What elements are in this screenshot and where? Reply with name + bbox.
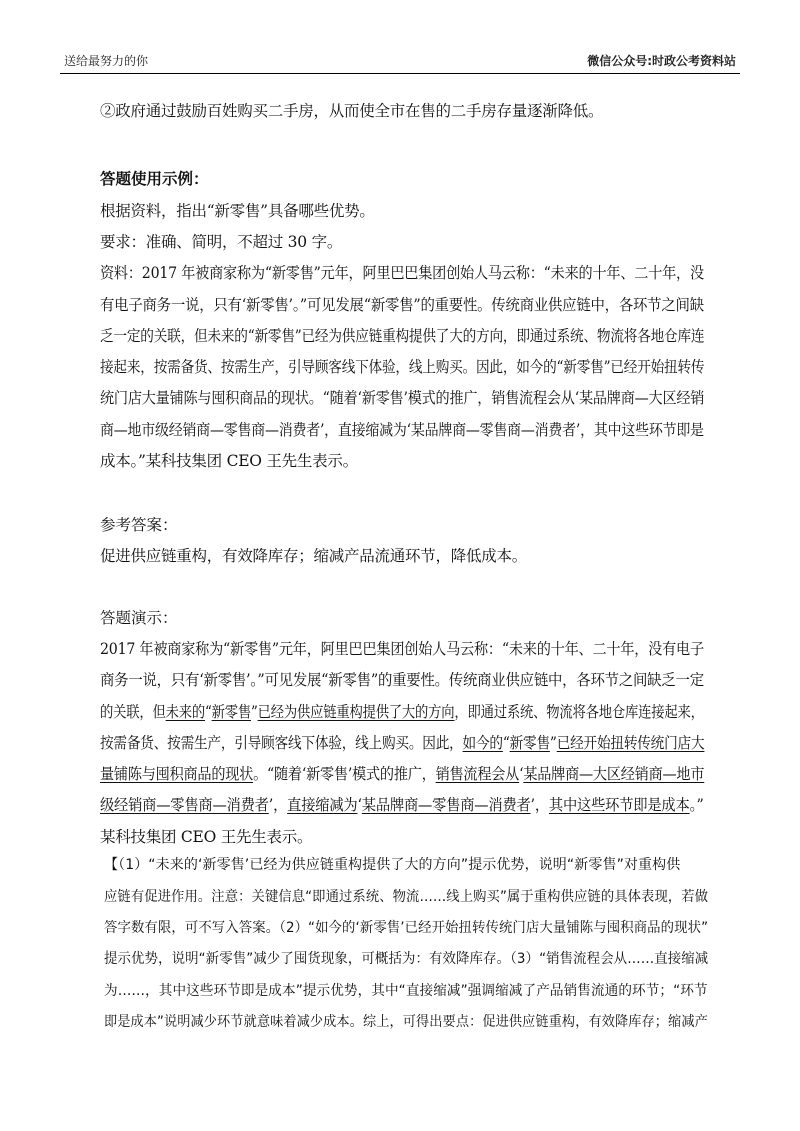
- underlined-text: 如今的: [462, 734, 503, 752]
- text-segment: ‘: [519, 765, 524, 783]
- material-line: 接起来，按需备货、按需生产，引导顾客线下体验，线上购买。因此，如今的“新零售”已经开始扭转传: [100, 358, 705, 376]
- demo-heading: 答题演示：: [100, 609, 178, 627]
- material-line: 商—地市级经销商—零售商—消费者’，直接缩减为‘某品牌商—零售商—消费者’，其中这些环节即是: [100, 421, 704, 439]
- demo-line: [100, 702, 704, 722]
- underlined-text: 未来的: [165, 703, 205, 721]
- intro-line: ②政府通过鼓励百姓购买二手房，从而使全市在售的二手房存量逐渐降低。: [100, 102, 604, 120]
- material-line: 统门店大量铺陈与囤积商品的现状。“随着‘新零售’模式的推广，销售流程会从‘某品牌商—大区经销: [100, 389, 705, 407]
- text-segment: ”: [549, 734, 557, 752]
- text-segment: 某科技集团 CEO 王先生表示。: [100, 828, 313, 846]
- text-segment: “: [204, 703, 212, 721]
- example-heading: 答题使用示例：: [100, 169, 209, 188]
- underlined-text: 直接缩减为: [287, 796, 358, 814]
- analysis-line: 答字数有限，可不写入答案。（2）“如今的‘新零售’已经开始扭转传统门店大量铺陈与囤积商品的现状”: [104, 920, 709, 936]
- underlined-text: 已经为供应链重构提供了大的方向: [257, 703, 455, 721]
- text-segment: 2017 年被商家称为“新零售”元年，阿里巴巴集团创始人马云称：“未来的十年、二十年，没有电子: [100, 640, 704, 658]
- analysis-line: 提示优势，说明“新零售”减少了囤货现象，可概括为：有效降库存。（3）“销售流程会从……直接缩减: [104, 951, 709, 967]
- header-divider: [60, 73, 740, 74]
- underlined-text: 其中这些环节即是成本: [548, 796, 690, 814]
- text-segment: 的关联，但: [100, 703, 166, 721]
- underlined-text: 级经销商—零售商—消费者: [100, 796, 269, 814]
- text-segment: ’，: [268, 796, 288, 814]
- material-line: 有电子商务一说，只有‘新零售’。”可见发展“新零售”的重要性。传统商业供应链中，各环节之间缺: [100, 296, 704, 314]
- text-segment: 。”: [689, 796, 704, 814]
- reference-answer: 促进供应链重构，有效降库存；缩减产品流通环节，降低成本。: [100, 547, 528, 565]
- text-segment: 。“随着‘新零售’模式的推广，: [253, 765, 436, 783]
- material-line: 乏一定的关联，但未来的“新零售”已经为供应链重构提供了大的方向，即通过系统、物流将各地仓库连: [100, 327, 705, 345]
- underlined-text: 已经开始扭转传统门店大: [556, 734, 705, 752]
- underlined-text: 新零售: [211, 703, 251, 721]
- header-right-text: 微信公众号:时政公考资料站: [587, 54, 736, 68]
- text-segment: ”: [250, 703, 258, 721]
- reference-heading: 参考答案：: [100, 516, 178, 534]
- text-segment: “: [502, 734, 510, 752]
- example-requirement: 要求：准确、简明，不超过 30 字。: [100, 233, 343, 251]
- demo-line: [100, 639, 704, 659]
- text-segment: ’，: [530, 796, 549, 814]
- analysis-line: 为……，其中这些环节即是成本”提示优势，其中“直接缩减”强调缩减了产品销售流通的环节；“环节: [104, 983, 708, 999]
- text-segment: 按需备货、按需生产，引导顾客线下体验，线上购买。因此，: [100, 734, 463, 752]
- underlined-text: 销售流程会从: [435, 765, 520, 783]
- demo-line: [100, 827, 312, 847]
- demo-line: [100, 670, 704, 690]
- example-question: 根据资料，指出“新零售”具备哪些优势。: [100, 202, 375, 220]
- underlined-text: 量铺陈与囤积商品的现状: [100, 765, 254, 783]
- analysis-line: 应链有促进作用。注意：关键信息“即通过系统、物流……线上购买”属于重构供应链的具体表现，若做: [104, 889, 709, 905]
- text-segment: ‘: [357, 796, 362, 814]
- underlined-text: 某品牌商—零售商—消费者: [361, 796, 531, 814]
- demo-line: [100, 733, 704, 753]
- demo-line: [100, 795, 704, 815]
- material-line: 成本。”某科技集团 CEO 王先生表示。: [100, 452, 358, 470]
- analysis-line: 即是成本”说明减少环节就意味着减少成本。综上，可得出要点：促进供应链重构，有效降库存；缩减产: [104, 1014, 708, 1030]
- demo-line: [100, 764, 704, 784]
- analysis-line: 【（1）“未来的‘新零售’已经为供应链重构提供了大的方向”提示优势，说明“新零售”对重构供: [104, 857, 681, 873]
- underlined-text: 某品牌商—大区经销商—地市: [523, 765, 705, 783]
- material-line: 资料：2017 年被商家称为“新零售”元年，阿里巴巴集团创始人马云称：“未来的十年、二十年，没: [100, 264, 704, 282]
- text-segment: ，即通过系统、物流将各地仓库连接起来，: [454, 703, 704, 721]
- text-segment: 商务一说，只有‘新零售’。”可见发展“新零售”的重要性。传统商业供应链中，各环节之间缺乏一定: [100, 671, 704, 689]
- underlined-text: 新零售: [509, 734, 550, 752]
- header-left-text: 送给最努力的你: [64, 54, 149, 68]
